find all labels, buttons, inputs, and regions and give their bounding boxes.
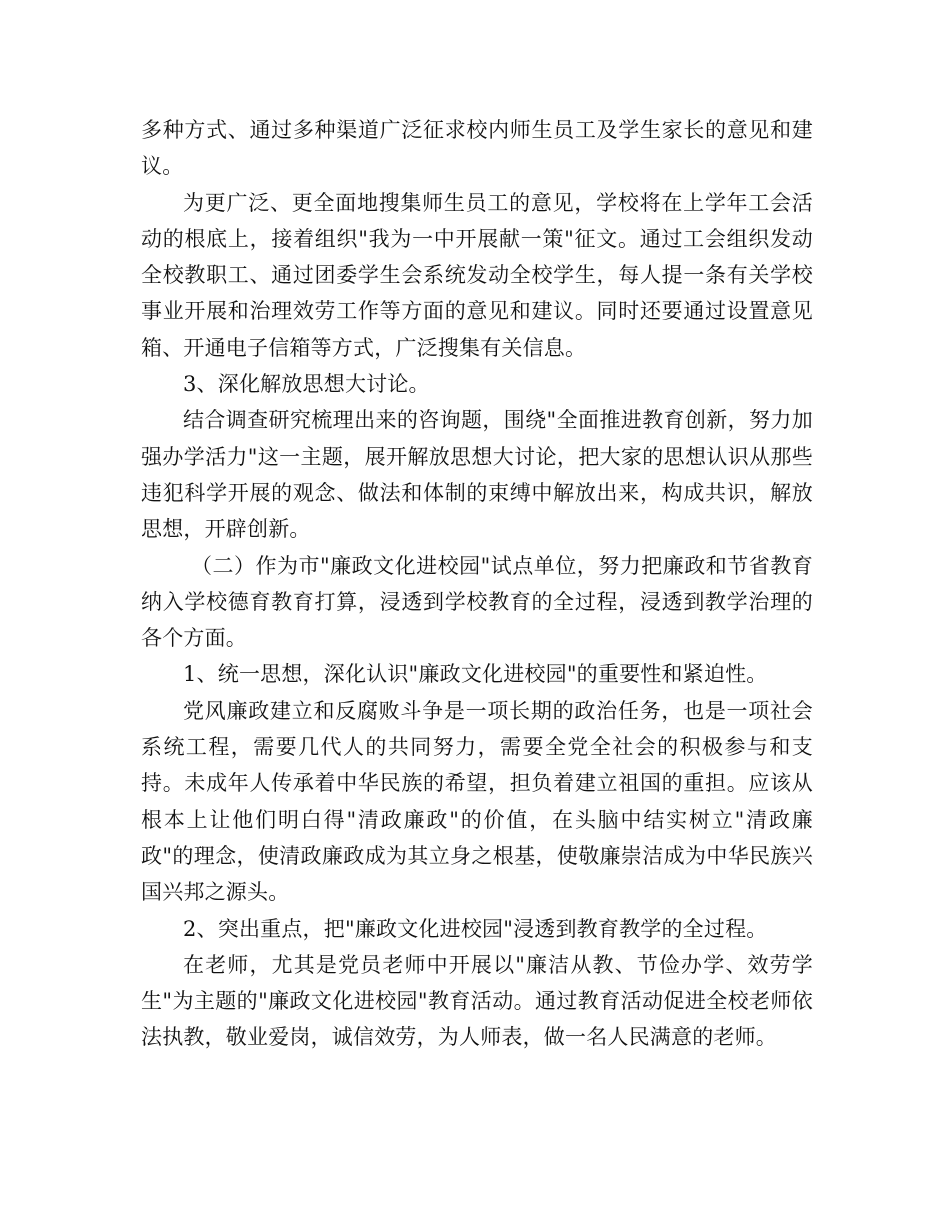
paragraph-continuation: 多种方式、通过多种渠道广泛征求校内师生员工及学生家长的意见和建议。 bbox=[141, 118, 813, 179]
document-body bbox=[141, 112, 813, 1056]
paragraph-discussion: 结合调查研究梳理出来的咨询题，围绕"全面推进教育创新，努力加强办学活力"这一主题，展开解放思想大讨论，把大家的思想认识从那些违犯科学开展的观念、做法和体制的束缚中解放出来，构成共识，解放思想，开辟创新。 bbox=[141, 408, 813, 542]
section-heading-1: 1、统一思想，深化认识"廉政文化进校园"的重要性和紧迫性。 bbox=[183, 662, 768, 687]
section-heading-2-focus: 2、突出重点，把"廉政文化进校园"浸透到教育教学的全过程。 bbox=[183, 916, 768, 941]
paragraph-teachers: 在老师，尤其是党员老师中开展以"廉洁从教、节俭办学、效劳学生"为主题的"廉政文化进校园"教育活动。通过教育活动促进全校老师依法执教，敬业爱岗，诚信效劳，为人师表，做一名人民满意的老师。 bbox=[141, 952, 813, 1050]
paragraph-anti-corruption: 党风廉政建立和反腐败斗争是一项长期的政治任务，也是一项社会系统工程，需要几代人的共同努力，需要全党全社会的积极参与和支持。未成年人传承着中华民族的希望，担负着建立祖国的重担。应该从根本上让他们明白得"清政廉政"的价值，在头脑中结实树立"清政廉政"的理念，使清政廉政成为其立身之根基，使敬廉崇洁成为中华民族兴国兴邦之源头。 bbox=[141, 698, 813, 905]
section-heading-2: （二）作为市"廉政文化进校园"试点单位，努力把廉政和节省教育纳入学校德育教育打算，浸透到学校教育的全过程，浸透到教学治理的各个方面。 bbox=[141, 553, 813, 651]
section-heading-3: 3、深化解放思想大讨论。 bbox=[183, 372, 430, 397]
paragraph-opinion-collection: 为更广泛、更全面地搜集师生员工的意见，学校将在上学年工会活动的根底上，接着组织"我为一中开展献一策"征文。通过工会组织发动全校教职工、通过团委学生会系统发动全校学生，每人提一条有关学校事业开展和治理效劳工作等方面的意见和建议。同时还要通过设置意见箱、开通电子信箱等方式，广泛搜集有关信息。 bbox=[141, 190, 813, 360]
